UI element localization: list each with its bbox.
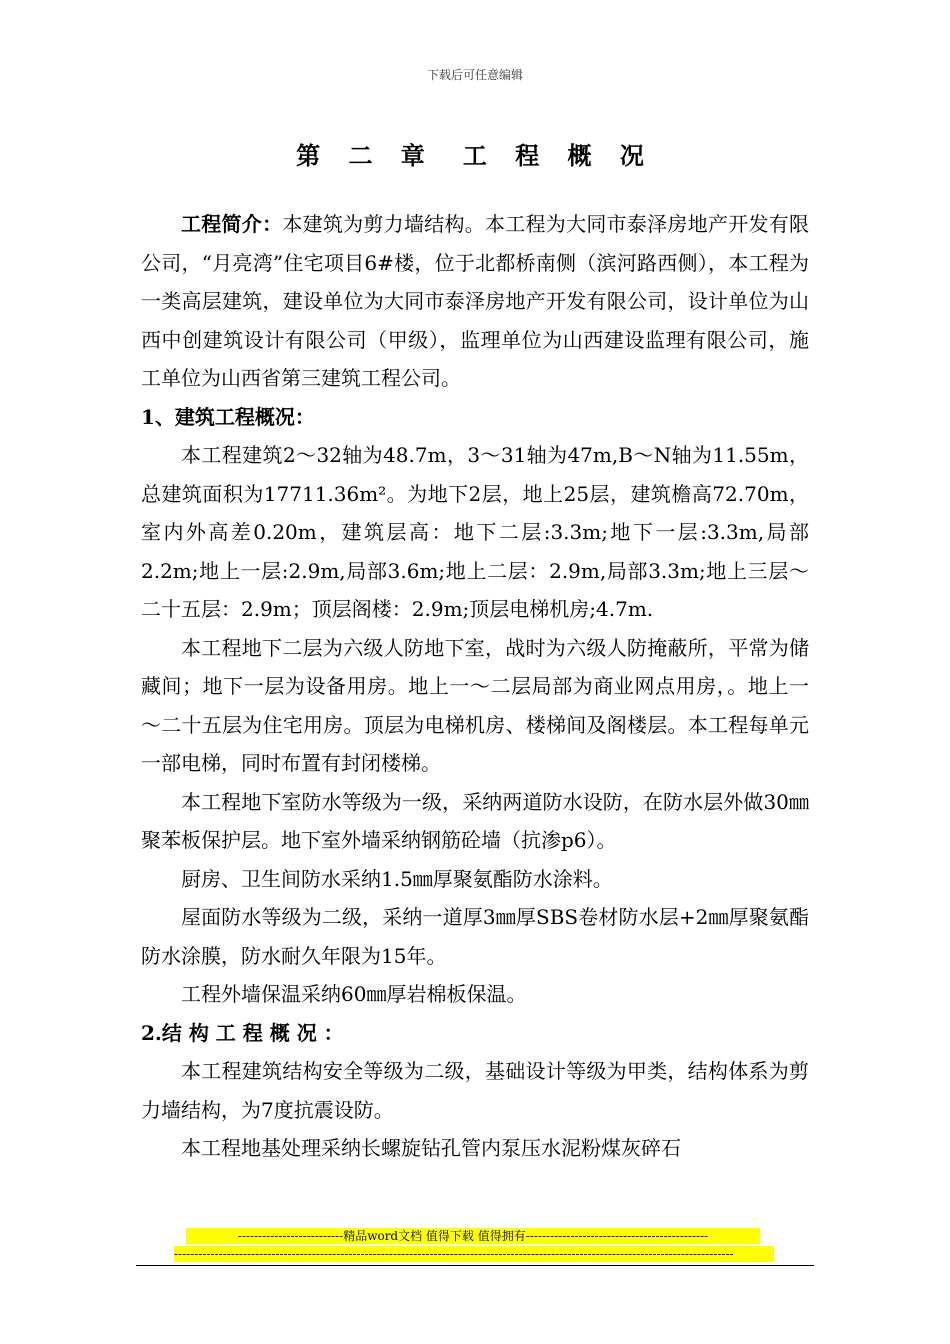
section2-paragraph: 本工程地基处理采纳长螺旋钻孔管内泵压水泥粉煤灰碎石 <box>181 1136 681 1160</box>
intro-paragraph <box>141 205 809 398</box>
section1-heading: 1、建筑工程概况： <box>141 404 315 429</box>
section2-heading: 2.结 构 工 程 概 况 ： <box>141 1020 344 1045</box>
footer-dashes: ------------------------------------------------------------------------------------------------------------------------------------------ <box>174 1246 774 1262</box>
chapter-number: 第 二 章 <box>296 141 435 170</box>
intro-label: 工程简介： <box>181 212 283 236</box>
header-note: 下载后可任意编辑 <box>426 68 523 82</box>
footer-divider <box>136 1265 814 1266</box>
section1-paragraph: 厨房、卫生间防水采纳1.5㎜厚聚氨酯防水涂料。 <box>181 866 613 891</box>
section1-paragraph: 本工程建筑2～32轴为48.7m，3～31轴为47m,B～N轴为11.55m，总建筑面积为17711.36m²。为地下2层，地上25层，建筑檐高72.70m，室内外高差0.20m，建筑层高：地下二层:3.3m;地下一层:3.3m,局部2.2m;地上一层:2.9m,局部3.6m;地上二层：2.9m,局部3.3m;地上三层～二十五层：2.9m；顶层阁楼：2.9m;顶层电梯机房;4.7m. <box>141 443 809 621</box>
section1-paragraph: 本工程地下二层为六级人防地下室，战时为六级人防掩蔽所，平常为储藏间；地下一层为设备用房。地上一～二层局部为商业网点用房，。地上一～二十五层为住宅用房。顶层为电梯机房、楼梯间及阁楼层。本工程每单元一部电梯，同时布置有封闭楼梯。 <box>141 635 809 775</box>
intro-text: 本建筑为剪力墙结构。本工程为大同市泰泽房地产开发有限公司，“月亮湾”住宅项目6#楼，位于北都桥南侧（滨河路西侧），本工程为一类高层建筑，建设单位为大同市泰泽房地产开发有限公司，设计单位为山西中创建筑设计有限公司（甲级），监理单位为山西建设监理有限公司，施工单位为山西省第三建筑工程公司。 <box>141 212 810 390</box>
document-body <box>141 205 809 1168</box>
section1-paragraph: 本工程地下室防水等级为一级，采纳两道防水设防，在防水层外做30㎜聚苯板保护层。地下室外墙采纳钢筋砼墙（抗渗p6）。 <box>141 789 809 852</box>
section2-paragraph: 本工程建筑结构安全等级为二级，基础设计等级为甲类，结构体系为剪力墙结构，为7度抗震设防。 <box>141 1059 809 1122</box>
section1-paragraph: 屋面防水等级为二级，采纳一道厚3㎜厚SBS卷材防水层+2㎜厚聚氨酯防水涂膜，防水耐久年限为15年。 <box>141 905 809 968</box>
section1-paragraph: 工程外墙保温采纳60㎜厚岩棉板保温。 <box>181 982 527 1006</box>
footer-banner: --------------------------精品word文档 值得下载 值得拥有--------------------------------------------- <box>186 1228 760 1244</box>
chapter-title <box>0 136 950 171</box>
chapter-name: 工 程 概 况 <box>462 141 654 170</box>
